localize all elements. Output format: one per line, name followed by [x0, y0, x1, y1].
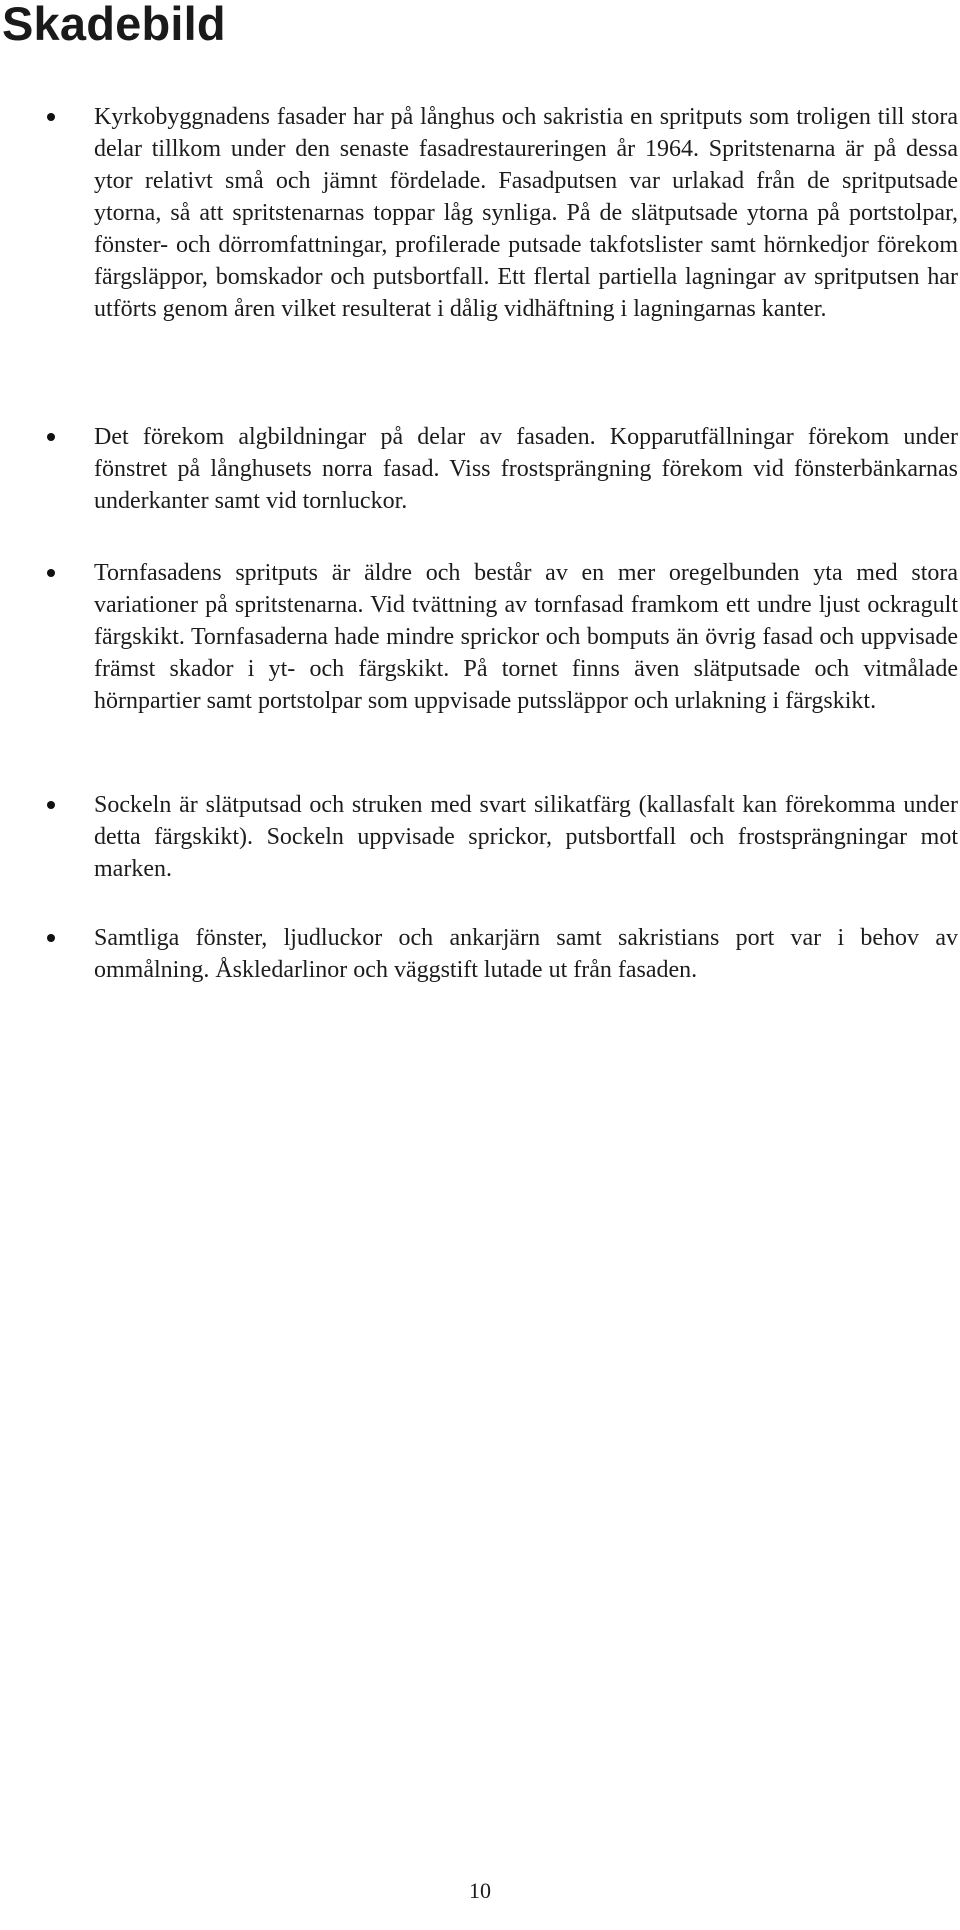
bullet-icon — [47, 569, 55, 577]
list-item-text: Det förekom algbildningar på delar av fasaden. Kopparutfällningar förekom under fönstret på långhusets norra fasad. Viss frostsprängning förekom vid fönsterbänkarnas underkanter samt vid tornluckor. — [94, 424, 958, 514]
page-number: 10 — [469, 1878, 491, 1903]
bullet-icon — [47, 433, 55, 441]
bullet-icon — [47, 934, 55, 942]
list-item-text: Tornfasadens spritputs är äldre och består av en mer oregelbunden yta med stora variationer på spritstenarna. Vid tvättning av tornfasad framkom ett undre ljust ockragult färgskikt. Tornfasaderna hade mindre sprickor och bomputs än övrig fasad och uppvisade främst skador i yt- och färgskikt. På tornet finns även slätputsade och vitmålade hörnpartier samt portstolpar som uppvisade putssläppor och urlakning i färgskikt. — [94, 560, 958, 714]
list-item-text: Kyrkobyggnadens fasader har på långhus och sakristia en spritputs som troligen till stora delar tillkom under den senaste fasadrestaureringen år 1964. Spritstenarna är på dessa ytor relativt små och jämnt fördelade. Fasadputsen var urlakad från de spritputsade ytorna, så att spritstenarnas toppar låg synliga. På de slätputsade ytorna på portstolpar, fönster- och dörromfattningar, profilerade putsade takfotslister samt hörnkedjor förekom färgsläppor, bomskador och putsbortfall. Ett flertal partiella lagningar av spritputsen har utförts genom åren vilket resulterat i dålig vidhäftning i lagningarnas kanter. — [94, 104, 958, 322]
bullet-icon — [47, 801, 55, 809]
list-item-text: Sockeln är slätputsad och struken med svart silikatfärg (kallasfalt kan förekomma under detta färgskikt). Sockeln uppvisade sprickor, putsbortfall och frostsprängningar mot marken. — [94, 792, 958, 882]
bullet-icon — [47, 113, 55, 121]
list-item — [94, 101, 958, 325]
list-item — [94, 421, 958, 517]
list-item — [94, 789, 958, 885]
page-title: Skadebild — [2, 0, 226, 50]
list-item — [94, 922, 958, 986]
list-item — [94, 557, 958, 717]
list-item-text: Samtliga fönster, ljudluckor och ankarjärn samt sakristians port var i behov av ommålning. Åskledarlinor och väggstift lutade ut från fasaden. — [94, 925, 958, 983]
